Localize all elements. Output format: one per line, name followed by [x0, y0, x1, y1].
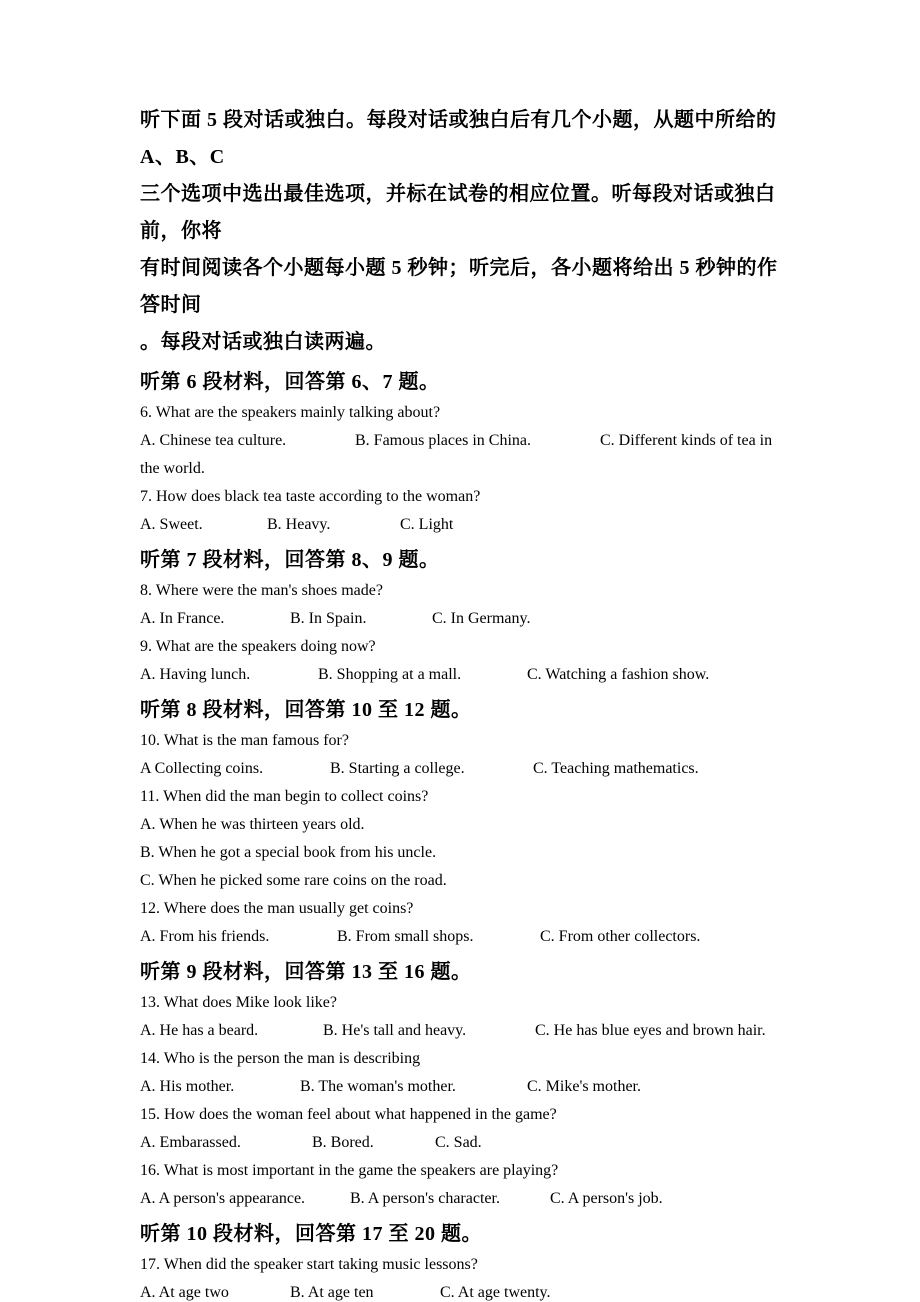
instructions-line: 。每段对话或独白读两遍。 — [140, 331, 386, 353]
option-c: C. Watching a fashion show. — [527, 666, 710, 683]
section-material-6 — [140, 367, 790, 539]
option-a: A. Sweet. — [140, 516, 203, 533]
question-7 — [140, 483, 790, 539]
question-stem: 17. When did the speaker start taking music lessons? — [140, 1256, 478, 1273]
option-b: B. When he got a special book from his uncle. — [140, 844, 437, 861]
option-c: C. Sad. — [435, 1134, 482, 1151]
option-b: B. Famous places in China. — [355, 432, 531, 449]
option-b: B. In Spain. — [290, 610, 367, 627]
option-a: A. In France. — [140, 610, 225, 627]
question-12 — [140, 895, 790, 951]
question-17 — [140, 1251, 790, 1302]
option-b: B. At age ten — [290, 1284, 374, 1301]
question-options — [140, 1185, 790, 1213]
option-a: A. Embarassed. — [140, 1134, 241, 1151]
question-options — [140, 1073, 790, 1101]
question-options — [140, 511, 790, 539]
option-c: C. Teaching mathematics. — [533, 760, 699, 777]
question-stem: 9. What are the speakers doing now? — [140, 638, 376, 655]
question-11 — [140, 783, 790, 895]
question-options — [140, 1017, 790, 1045]
option-a: A. He has a beard. — [140, 1022, 259, 1039]
question-9 — [140, 633, 790, 689]
option-b: B. Bored. — [312, 1134, 374, 1151]
option-a: A. Having lunch. — [140, 666, 251, 683]
question-stem: 8. Where were the man's shoes made? — [140, 582, 383, 599]
option-b: B. A person's character. — [350, 1190, 500, 1207]
question-stem: 10. What is the man famous for? — [140, 732, 349, 749]
question-stem: 11. When did the man begin to collect coins? — [140, 788, 429, 805]
question-8 — [140, 577, 790, 633]
option-a: A. At age two — [140, 1284, 229, 1301]
section-material-9 — [140, 957, 790, 1213]
option-a: A. When he was thirteen years old. — [140, 816, 365, 833]
question-options — [140, 923, 790, 951]
question-15 — [140, 1101, 790, 1157]
question-14 — [140, 1045, 790, 1101]
section-material-7 — [140, 545, 790, 689]
question-13 — [140, 989, 790, 1045]
option-c: C. Mike's mother. — [527, 1078, 641, 1095]
question-10 — [140, 727, 790, 783]
question-stem: 13. What does Mike look like? — [140, 994, 337, 1011]
listening-instructions-paragraph — [140, 102, 790, 361]
section-header: 听第 6 段材料，回答第 6、7 题。 — [140, 371, 440, 393]
option-a: A Collecting coins. — [140, 760, 264, 777]
option-b: B. From small shops. — [337, 928, 474, 945]
section-header: 听第 7 段材料，回答第 8、9 题。 — [140, 549, 440, 571]
section-material-8 — [140, 695, 790, 951]
section-header: 听第 10 段材料，回答第 17 至 20 题。 — [140, 1223, 482, 1245]
question-options — [140, 1129, 790, 1157]
option-b: B. Shopping at a mall. — [318, 666, 462, 683]
question-stem: 16. What is most important in the game the speakers are playing? — [140, 1162, 559, 1179]
question-options — [140, 1279, 790, 1302]
question-options — [140, 661, 790, 689]
option-c: C. In Germany. — [432, 610, 531, 627]
option-a: A. From his friends. — [140, 928, 270, 945]
option-b: B. Heavy. — [267, 516, 331, 533]
question-stem: 7. How does black tea taste according to the woman? — [140, 488, 481, 505]
option-c: C. At age twenty. — [440, 1284, 551, 1301]
instructions-line: 三个选项中选出最佳选项，并标在试卷的相应位置。听每段对话或独白前，你将 — [140, 183, 776, 242]
question-stem: 6. What are the speakers mainly talking about? — [140, 404, 441, 421]
option-c: C. Different kinds of tea in the world. — [140, 432, 773, 477]
question-stem: 15. How does the woman feel about what happened in the game? — [140, 1106, 557, 1123]
instructions-line: 有时间阅读各个小题每小题 5 秒钟；听完后，各小题将给出 5 秒钟的作答时间 — [140, 257, 778, 316]
option-a: A. A person's appearance. — [140, 1190, 306, 1207]
option-c: C. When he picked some rare coins on the road. — [140, 872, 447, 889]
exam-content — [140, 102, 790, 1302]
option-c: C. Light — [400, 516, 454, 533]
option-b: B. Starting a college. — [330, 760, 465, 777]
option-c: C. He has blue eyes and brown hair. — [535, 1022, 766, 1039]
question-options — [140, 605, 790, 633]
question-stem: 14. Who is the person the man is describing — [140, 1050, 421, 1067]
option-c: C. From other collectors. — [540, 928, 701, 945]
section-header: 听第 9 段材料，回答第 13 至 16 题。 — [140, 961, 472, 983]
option-b: B. He's tall and heavy. — [323, 1022, 467, 1039]
section-header: 听第 8 段材料，回答第 10 至 12 题。 — [140, 699, 472, 721]
instructions-line: 听下面 5 段对话或独白。每段对话或独白后有几个小题，从题中所给的 A、B、C — [140, 109, 777, 168]
question-options — [140, 427, 790, 483]
section-material-10 — [140, 1219, 790, 1302]
option-a: A. Chinese tea culture. — [140, 432, 287, 449]
question-stem: 12. Where does the man usually get coins? — [140, 900, 414, 917]
option-a: A. His mother. — [140, 1078, 235, 1095]
option-c: C. A person's job. — [550, 1190, 663, 1207]
question-options — [140, 811, 790, 895]
question-6 — [140, 399, 790, 483]
option-b: B. The woman's mother. — [300, 1078, 456, 1095]
question-16 — [140, 1157, 790, 1213]
question-options — [140, 755, 790, 783]
